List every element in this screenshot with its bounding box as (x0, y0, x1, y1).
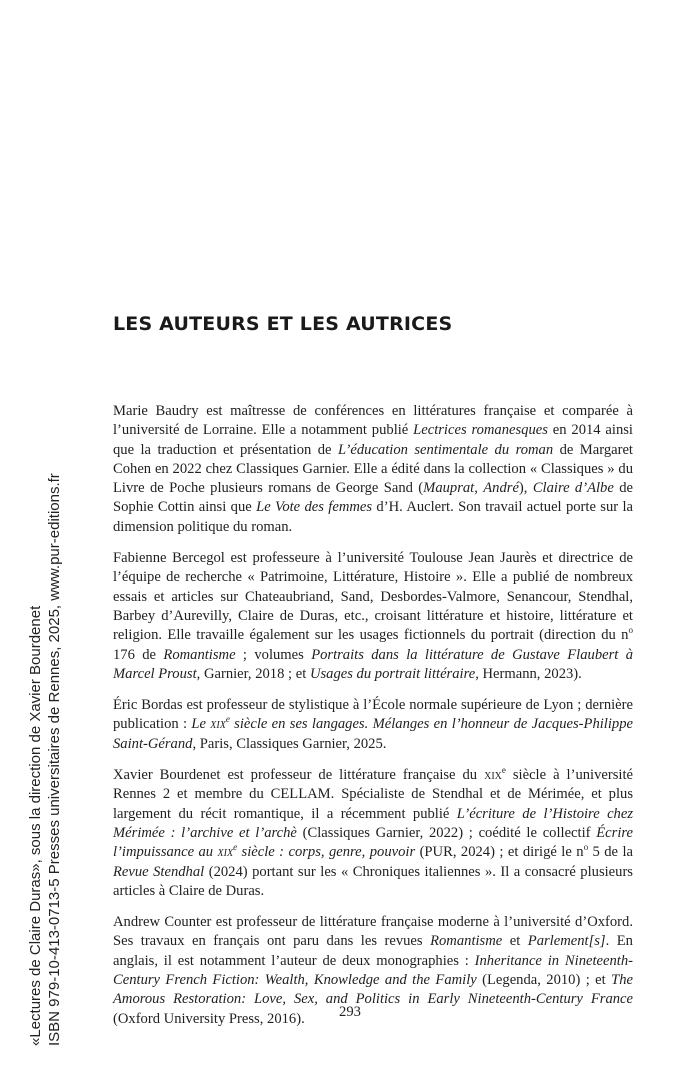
bio-text-segment: L’écriture de l’Histoire chez Mérimée : l’archive et l’archè (113, 805, 633, 841)
bio-text-segment: o (583, 842, 589, 853)
bio-text-segment: de Sophie Cottin ainsi que (113, 480, 633, 516)
page-title: LES AUTEURS ET LES AUTRICES (113, 313, 453, 335)
bio-text-segment: e (233, 842, 238, 853)
bio-text-segment: Fabienne Bercegol est professeure à l’université Toulouse Jean Jaurès et directrice de l’équipe de recherche « Patrimoine, Littérature, Histoire ». Elle a publié de nombreux essais et articles sur Chateaubriand, Sand, Desbordes-Valmore, Senancour, Stendhal, Barbey d’Aurevilly, Claire de Duras, etc., croisant littérature et histoire, littérature et religion. Elle travaille également sur les usages fictionnels du portrait (direction du n (113, 550, 633, 644)
bio-list (113, 402, 633, 1041)
bio-text-segment: 176 de (113, 646, 164, 663)
bio-text-segment: en 2014 ainsi que la traduction et présentation de (113, 422, 633, 458)
bio-text-segment: Claire d’Albe (532, 480, 614, 497)
bio-text-segment: xix (217, 844, 234, 861)
bio-text-segment: , Hermann, 2023). (475, 665, 582, 682)
bio-text-segment: Mauprat (423, 480, 475, 497)
bio-paragraph (113, 696, 633, 754)
bio-text-segment: The Amorous Restoration: Love, Sex, and Politics in Early Nineteenth-Century France (113, 972, 633, 1008)
bio-text-segment: . En anglais, il est notamment l’auteur de deux monographies : (113, 933, 633, 969)
bio-text-segment: e (501, 765, 506, 776)
bio-text-segment: Le (191, 716, 211, 733)
bio-text-segment: 5 de la (588, 844, 633, 861)
bio-text-segment: (PUR, 2024) ; et dirigé le n (415, 844, 584, 861)
bio-text-segment: d’H. Auclert. Son travail actuel porte sur la dimension politique du roman. (113, 499, 634, 535)
bio-text-segment: et (502, 933, 528, 950)
bio-text-segment: Éric Bordas est professeur de stylistique à l’École normale supérieure de Lyon ; dernière publication : (113, 697, 633, 733)
bio-text-segment: e (225, 714, 230, 725)
copyright-line-title: «Lectures de Claire Duras», sous la direction de Xavier Bourdenet (27, 605, 44, 1046)
bio-text-segment: André (483, 480, 519, 497)
bio-text-segment: Marie Baudry est maîtresse de conférences en littératures française et comparée à l’université de Lorraine. Elle a notamment publié (113, 403, 633, 439)
bio-text-segment: Écrire l’impuissance au (113, 824, 633, 861)
bio-text-segment: Xavier Bourdenet est professeur de littérature française du (113, 767, 485, 784)
bio-paragraph (113, 766, 633, 901)
page-number: 293 (339, 1004, 361, 1020)
bio-text-segment: siècle en ses langages. Mélanges en l’honneur de Jacques-Philippe Saint-Gérand (113, 716, 633, 752)
bio-text-segment: (2024) portant sur les « Chroniques italiennes ». Il a consacré plusieurs articles à Claire de Duras. (113, 863, 633, 899)
bio-text-segment: o (628, 625, 633, 636)
copyright-sidebar-text (26, 473, 64, 1046)
bio-text-segment: , Garnier, 2018 ; et (196, 665, 310, 682)
bio-text-segment: de Margaret Cohen en 2022 chez Classiques Garnier. Elle a édité dans la collection « Classiques » du Livre de Poche plusieurs romans de George Sand ( (113, 441, 633, 497)
bio-text-segment: Le Vote des femmes (256, 499, 373, 516)
bio-text-segment: (Oxford University Press, 2016). (113, 1010, 305, 1027)
bio-text-segment: xix (210, 716, 226, 733)
bio-text-segment: siècle : corps, genre, pouvoir (237, 844, 416, 861)
bio-text-segment: Parlement[s] (527, 933, 606, 950)
bio-text-segment: (Legenda, 2010) ; et (476, 972, 612, 989)
bio-paragraph (113, 549, 633, 684)
bio-text-segment: Lectrices romanesques (413, 422, 548, 439)
bio-text-segment: L’éducation sentimentale du roman (337, 441, 554, 458)
bio-text-segment: Romantisme (430, 933, 503, 950)
bio-text-segment: , (474, 480, 484, 497)
bio-text-segment: Andrew Counter est professeur de littérature française moderne à l’université d’Oxford. Ses travaux en français ont paru dans les revues (113, 914, 633, 950)
bio-text-segment: siècle à l’université Rennes 2 et membre du CELLAM. Spécialiste de Stendhal et de Mérimée, et plus largement du récit romantique, il a récemment publié (113, 767, 633, 822)
bio-text-segment: ), (518, 480, 533, 497)
bio-text-segment: Romantisme (163, 646, 236, 663)
bio-text-segment: xix (484, 767, 502, 784)
bio-paragraph (113, 402, 633, 537)
bio-text-segment: Usages du portrait littéraire (309, 665, 476, 682)
copyright-line-isbn: ISBN 979-10-413-0713-5 Presses universitaires de Rennes, 2025, www.pur-editions.fr (46, 473, 63, 1046)
copyright-sidebar (26, 0, 72, 1084)
bio-text-segment: , Paris, Classiques Garnier, 2025. (192, 735, 387, 752)
bio-text-segment: Inheritance in Nineteenth-Century French Fiction: Wealth, Knowledge and the Family (113, 952, 633, 989)
bio-text-segment: (Classiques Garnier, 2022) ; coédité le collectif (296, 824, 597, 841)
bio-text-segment: Portraits dans la littérature de Gustave Flaubert à Marcel Proust (113, 646, 633, 682)
bio-text-segment: ; volumes (235, 646, 312, 663)
bio-text-segment: Revue Stendhal (113, 863, 205, 880)
